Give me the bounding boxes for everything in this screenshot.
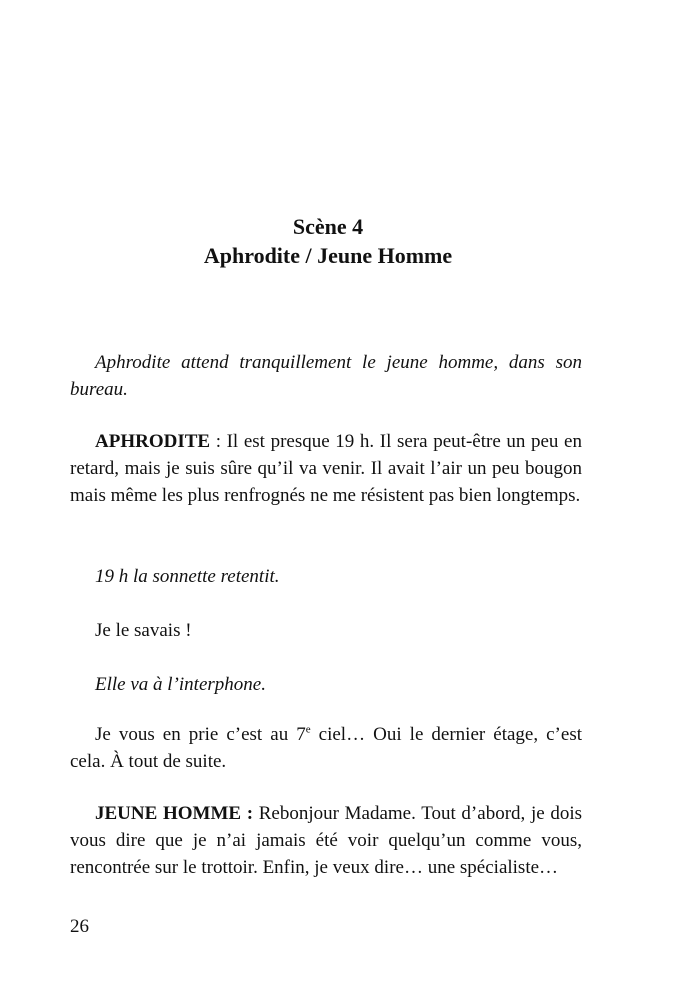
dialogue-text: Je le savais ! [95,620,192,641]
stage-direction: Aphrodite attend tranquillement le jeune homme, dans son bureau. [70,352,582,400]
dialogue-paragraph [70,428,582,509]
scene-subtitle: Aphrodite / Jeune Homme [203,243,453,268]
dialogue-paragraph [70,721,582,775]
dialogue-text: ciel… Oui le dernier étage, c’est cela. À tout de suite. [70,724,582,772]
dialogue-paragraph [70,800,582,881]
speaker-name: APHRODITE [95,431,211,452]
dialogue-text: Rebonjour Madame. Tout d’abord, je dois vous dire que je n’ai jamais été voir quelqu’un comme vous, rencontrée sur le trottoir. Enfin, je veux dire… une spécialiste… [70,803,583,878]
stage-direction: 19 h la sonnette retentit. [95,566,280,587]
scene-title: Scène 4 [292,214,364,239]
speaker-name: JEUNE HOMME : [95,803,254,824]
dialogue-text: : Il est presque 19 h. Il sera peut-être un peu en retard, mais je suis sûre qu’il va venir. Il avait l’air un peu bougon mais même les plus renfrognés ne me résistent pas bien longtemps. [70,431,582,506]
dialogue-text: Je vous en prie c’est au 7 [95,724,306,745]
stage-direction: Elle va à l’interphone. [95,674,266,695]
page-number: 26 [70,916,89,937]
superscript: e [305,723,311,736]
